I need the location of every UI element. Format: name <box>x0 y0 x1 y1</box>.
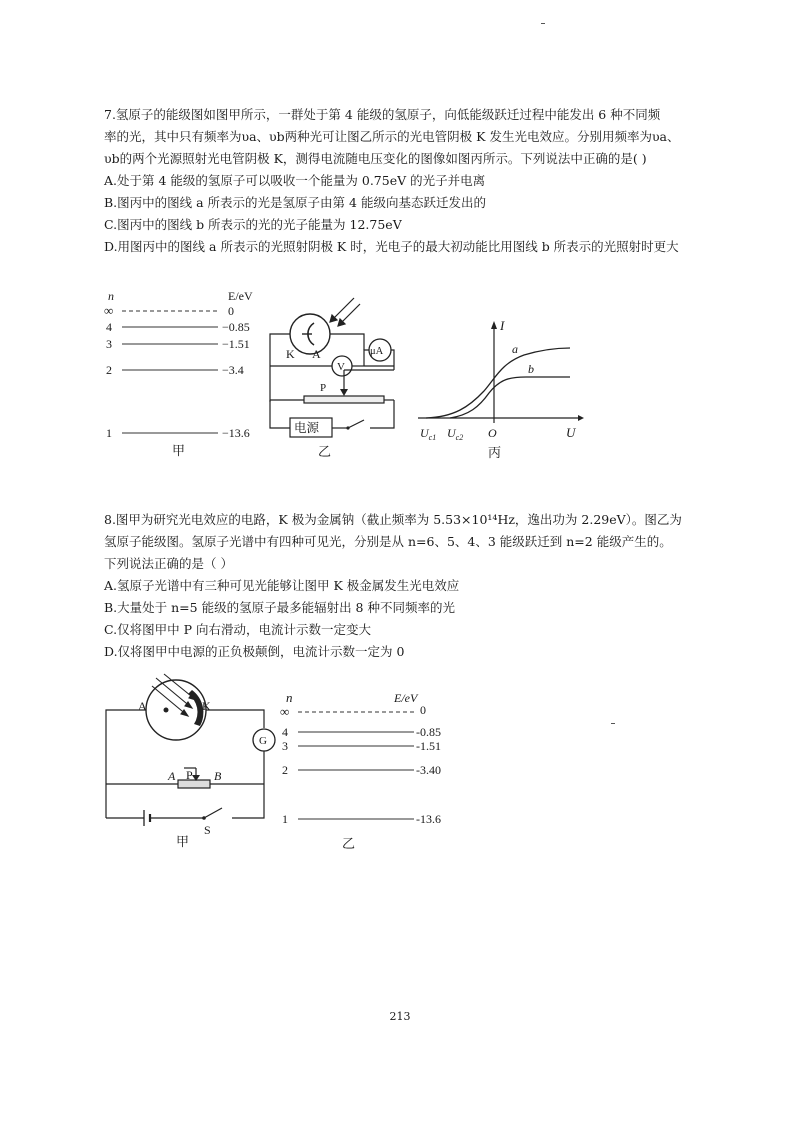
slider-arrow-icon <box>340 389 348 396</box>
wire <box>270 334 290 402</box>
wire <box>370 400 394 428</box>
label-p: P <box>186 768 193 782</box>
label-a: A <box>312 347 321 361</box>
page-number: 213 <box>389 1010 411 1023</box>
q7-stem-line: 率的光，其中只有频率为υa、υb两种光可让图乙所示的光电管阴极 K 发生光电效应。分别用频率为υa、 <box>104 129 680 144</box>
wire <box>270 400 290 428</box>
switch <box>348 420 364 428</box>
galvanometer-label: G <box>259 735 267 747</box>
power-source-label: 电源 <box>294 421 320 435</box>
scan-speck <box>541 23 545 24</box>
light-rays-icon <box>330 298 360 326</box>
level-energy-3: −1.51 <box>222 337 250 351</box>
q7-iu-graph <box>414 315 594 463</box>
n-header: n <box>286 690 293 705</box>
level-label-2: 2 <box>106 363 112 377</box>
q7-phototube-circuit <box>262 290 412 460</box>
wire <box>330 334 364 350</box>
level-label-4: 4 <box>106 320 112 334</box>
q8-option-d: D.仅将图甲中电源的正负极颠倒，电流计示数一定为 0 <box>104 644 405 659</box>
q8-stem-line: 下列说法正确的是（ ） <box>104 556 233 571</box>
voltmeter-label: V <box>337 361 345 373</box>
origin-label: O <box>488 426 497 440</box>
level-energy-inf: 0 <box>228 304 234 318</box>
label-a2: A <box>168 769 176 783</box>
figure-caption: 甲 <box>176 834 190 849</box>
level-energy-inf: 0 <box>420 703 426 717</box>
figure-caption: 乙 <box>342 836 356 851</box>
q8-option-a: A.氢原子光谱中有三种可见光能够让图甲 K 极金属发生光电效应 <box>104 578 460 593</box>
energy-header: E/eV <box>394 691 418 705</box>
level-energy-3: -1.51 <box>416 739 441 753</box>
label-p: P <box>320 382 327 394</box>
level-label-1: 1 <box>282 812 288 826</box>
q7-option-a: A.处于第 4 能级的氢原子可以吸收一个能量为 0.75eV 的光子并电离 <box>104 173 486 188</box>
label-k: K <box>202 699 211 713</box>
q7-option-c: C.图丙中的图线 b 所表示的光的光子能量为 12.75eV <box>104 217 402 232</box>
scan-speck <box>611 723 615 724</box>
label-a: A <box>138 699 147 713</box>
x-axis-label: U <box>566 425 576 440</box>
level-label-3: 3 <box>282 739 288 753</box>
level-energy-4: -0.85 <box>416 725 441 739</box>
label-b: B <box>214 769 222 783</box>
curve-a-label: a <box>512 342 518 356</box>
q7-energy-level-diagram <box>100 282 275 462</box>
q7-option-d: D.用图丙中的图线 a 所表示的光照射阴极 K 时，光电子的最大初动能比用图线 b 所表示的光照射时更大 <box>104 239 679 254</box>
question-8 <box>104 509 704 663</box>
anode <box>164 708 169 713</box>
level-label-inf: ∞ <box>280 704 290 719</box>
energy-header: E/eV <box>228 289 253 303</box>
figure-caption: 丙 <box>488 445 502 460</box>
x-axis-arrow-icon <box>578 415 584 421</box>
level-energy-2: −3.4 <box>222 363 244 377</box>
q7-stem-line: 7.氢原子的能级图如图甲所示，一群处于第 4 能级的氢原子，向低能级跃迁过程中能发出 6 种不同频 <box>104 107 661 122</box>
q8-option-b: B.大量处于 n=5 能级的氢原子最多能辐射出 8 种不同频率的光 <box>104 600 455 615</box>
rheostat <box>304 396 384 403</box>
curve-a <box>426 348 570 418</box>
curve-b-label: b <box>528 362 534 376</box>
wire <box>391 350 394 370</box>
wire <box>106 710 146 818</box>
level-energy-2: -3.40 <box>416 763 441 777</box>
level-energy-4: −0.85 <box>222 320 250 334</box>
q8-energy-level-diagram <box>278 688 468 853</box>
figure-caption: 乙 <box>318 444 332 459</box>
q8-stem-line: 8.图甲为研究光电效应的电路，K 极为金属钠（截止频率为 5.53×10¹⁴Hz，逸出功为 2.29eV）。图乙为 <box>104 512 682 527</box>
curve-b <box>450 377 570 418</box>
figure-caption: 甲 <box>172 443 186 458</box>
y-axis-label: I <box>500 318 505 333</box>
uc1-label: $U_{c1}$ <box>420 426 437 442</box>
switch-pivot <box>202 816 206 820</box>
level-label-3: 3 <box>106 337 112 351</box>
q8-stem-line: 氢原子能级图。氢原子光谱中有四种可见光，分别是从 n=6、5、4、3 能级跃迁到 n=2 能级产生的。 <box>104 534 672 549</box>
label-s: S <box>204 823 211 837</box>
level-energy-1: -13.6 <box>416 812 441 826</box>
q8-photoelectric-circuit <box>104 668 289 853</box>
wire <box>206 710 264 728</box>
level-label-inf: ∞ <box>104 303 114 318</box>
y-axis-arrow-icon <box>491 321 497 329</box>
q7-stem-line: υb的两个光源照射光电管阴极 K，测得电流随电压变化的图像如图丙所示。下列说法中正确的是( ) <box>104 151 647 166</box>
switch <box>204 808 222 818</box>
level-energy-1: −13.6 <box>222 426 250 440</box>
label-k: K <box>286 347 295 361</box>
uc2-label: $U_{c2}$ <box>447 426 464 442</box>
level-label-2: 2 <box>282 763 288 777</box>
n-header: n <box>108 289 114 303</box>
level-label-1: 1 <box>106 426 112 440</box>
wire <box>364 350 369 366</box>
level-label-4: 4 <box>282 725 288 739</box>
microammeter-label: μA <box>370 346 384 357</box>
q7-option-b: B.图丙中的图线 a 所表示的光是氢原子由第 4 能级向基态跃迁发出的 <box>104 195 486 210</box>
q8-option-c: C.仅将图甲中 P 向右滑动，电流计示数一定变大 <box>104 622 371 637</box>
switch-pivot <box>346 426 349 429</box>
rheostat <box>178 780 210 788</box>
question-7 <box>104 104 704 258</box>
